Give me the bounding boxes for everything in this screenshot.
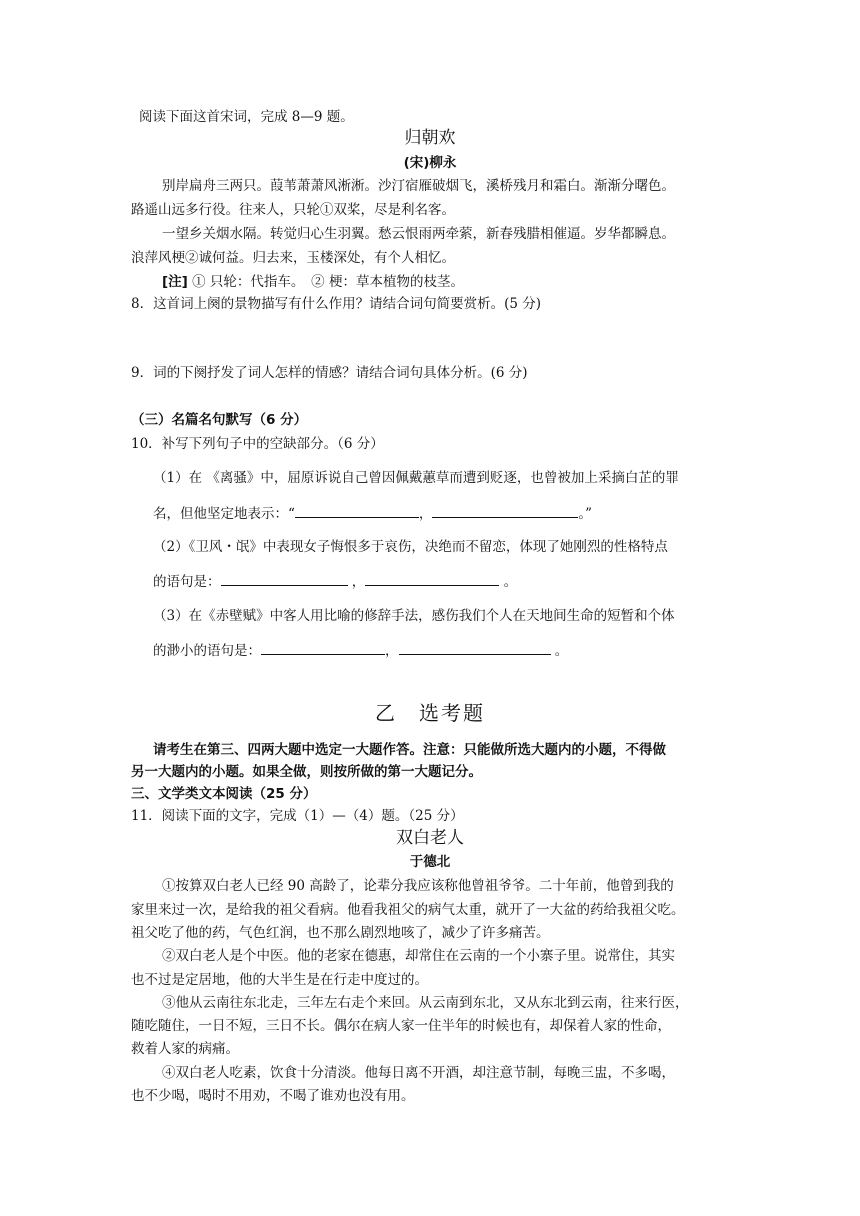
answer-blank[interactable]: [432, 503, 578, 518]
question-8: 8．这首词上阕的景物描写有什么作用？请结合词句简要赏析。(5 分): [131, 296, 542, 312]
section-title: （三）名篇名句默写（6 分）: [131, 412, 308, 428]
poem-note: [162, 272, 464, 292]
note-text: ① 只轮：代指车。 ② 梗：草本植物的枝茎。: [192, 274, 464, 290]
part-b-title: 乙 选考题: [375, 701, 485, 725]
question-9: 9．词的下阕抒发了词人怎样的情感？请结合词句具体分析。(6 分): [131, 365, 528, 381]
poem-line: 一望乡关烟水隔。转觉归心生羽翼。愁云恨雨两牵萦，新春残腊相催逼。岁华都瞬息。: [162, 226, 675, 242]
story-line: 随吃随住，一日不短，三日不长。偶尔在病人家一住半年的时候也有，却保着人家的性命，: [131, 1018, 671, 1034]
poem-instruction: 阅读下面这首宋词，完成 8—9 题。: [139, 109, 354, 125]
story-line: ④双白老人吃素，饮食十分清淡。他每日离不开酒，却注意节制，每晚三盅，不多喝，: [162, 1065, 675, 1081]
note-label: [注]: [162, 274, 188, 290]
question-11: 11．阅读下面的文字，完成（1）—（4）题。（25 分）: [131, 808, 464, 824]
story-line: 家里来过一次，是给我的祖父看病。他看我祖父的病气太重，就开了一大盆的药给我祖父吃。: [131, 902, 685, 918]
answer-blank[interactable]: [295, 503, 419, 518]
instruction-line: 另一大题内的小题。如果全做，则按所做的第一大题记分。: [131, 764, 482, 780]
poem-line: 浪萍风梗②诚何益。归去来，玉楼深处，有个人相忆。: [131, 250, 455, 266]
q10-item2-line2: 的语句是： ， 。: [153, 571, 517, 592]
story-title: 双白老人: [396, 828, 464, 848]
q10-item1-line1: （1）在 《离骚》中，屈原诉说自己曾因佩戴蕙草而遭到贬逐，也曾被加上采摘白芷的罪: [153, 470, 679, 486]
q10-item1-line2: 名，但他坚定地表示：“ ， 。”: [153, 503, 592, 524]
story-line: 也不过是定居地，他的大半生是在行走中度过的。: [131, 972, 428, 988]
instruction-line: 请考生在第三、四两大题中选定一大题作答。注意：只能做所选大题内的小题，不得做: [153, 742, 666, 758]
poem-title: 归朝欢: [404, 128, 456, 148]
q10-item3-line1: （3）在《赤壁赋》中客人用比喻的修辞手法，感伤我们个人在天地间生命的短暂和个体: [153, 608, 675, 624]
section-title: 三、文学类文本阅读（25 分）: [131, 786, 317, 802]
poem-author: (宋)柳永: [403, 155, 457, 171]
story-line: ②双白老人是个中医。他的老家在德惠，却常住在云南的一个小寨子里。说常住，其实: [162, 948, 675, 964]
poem-line: 路遥山远多行役。往来人，只轮①双桨，尽是利名客。: [131, 202, 455, 218]
q10-item2-line1: （2）《卫风・氓》中表现女子悔恨多于哀伤，决绝而不留恋，体现了她刚烈的性格特点: [153, 539, 668, 555]
answer-blank[interactable]: [261, 640, 385, 655]
story-line: ①按算双白老人已经 90 高龄了，论辈分我应该称他曾祖爷爷。二十年前，他曾到我的: [162, 878, 674, 894]
story-line: 祖父吃了他的药，气色红润，也不那么剧烈地咳了，减少了许多痛苦。: [131, 925, 550, 941]
answer-blank[interactable]: [221, 571, 348, 586]
answer-blank[interactable]: [365, 571, 499, 586]
story-line: 救着人家的病痛。: [131, 1041, 239, 1057]
poem-line: 别岸扁舟三两只。葭苇萧萧风淅淅。沙汀宿雁破烟飞，溪桥残月和霜白。渐渐分曙色。: [162, 178, 675, 194]
question-10-stem: 10．补写下列句子中的空缺部分。（6 分）: [131, 436, 384, 452]
q10-item3-line2: 的渺小的语句是： ， 。: [153, 640, 568, 661]
story-author: 于德北: [409, 854, 451, 870]
answer-blank[interactable]: [399, 640, 551, 655]
story-line: ③他从云南往东北走，三年左右走个来回。从云南到东北，又从东北到云南，往来行医，: [162, 995, 689, 1011]
story-line: 也不少喝，喝时不用劝，不喝了谁劝也没有用。: [131, 1088, 415, 1104]
